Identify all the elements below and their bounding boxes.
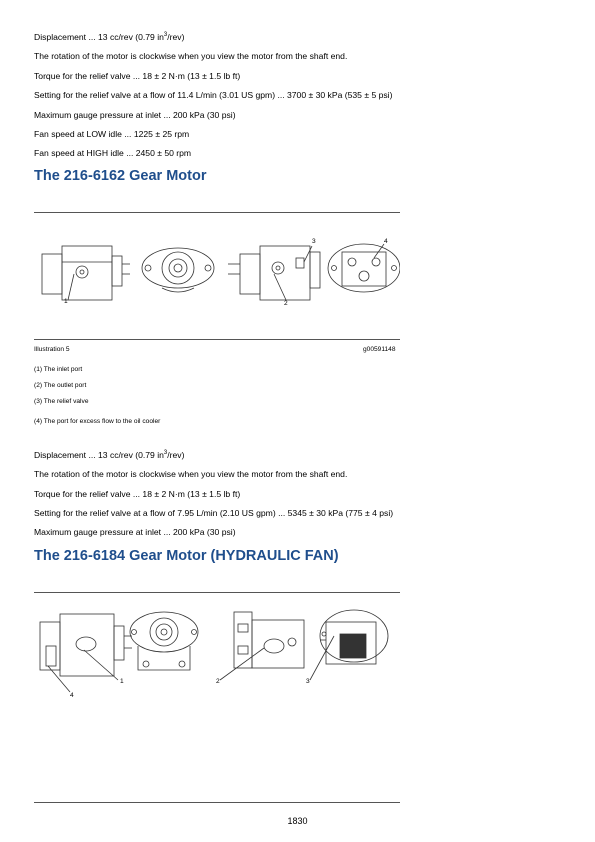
callout-1: 1: [120, 678, 124, 685]
spec-rotation: The rotation of the motor is clockwise when you view the motor from the shaft end.: [34, 51, 348, 61]
spec-displacement: [34, 448, 184, 461]
callout-4: 4: [384, 238, 388, 245]
displacement-text: Displacement ... 13 cc/rev (0.79 in: [34, 449, 164, 460]
hydraulic-fan-motor-drawing: [34, 606, 400, 706]
spec-torque: Torque for the relief valve ... 18 ± 2 N·m (13 ± 1.5 lb ft): [34, 71, 241, 81]
spec-torque: Torque for the relief valve ... 18 ± 2 N·m (13 ± 1.5 lb ft): [34, 489, 241, 499]
displacement-text: Displacement ... 13 cc/rev (0.79 in: [34, 31, 164, 42]
callout-1: 1: [64, 298, 68, 305]
illustration-5-figure: [34, 234, 400, 314]
spec-relief-setting: Setting for the relief valve at a flow of 11.4 L/min (3.01 US gpm) ... 3700 ± 30 kPa (535 ± 5 psi): [34, 90, 393, 100]
spec-displacement: [34, 30, 184, 43]
spec-fan-high: Fan speed at HIGH idle ... 2450 ± 50 rpm: [34, 148, 192, 158]
displacement-unit: /rev): [167, 449, 185, 460]
callout-2: 2: [216, 678, 220, 685]
gear-motor-drawing: [34, 234, 400, 314]
hydraulic-fan-motor-figure: [34, 606, 400, 706]
callout-2: 2: [284, 300, 288, 307]
legend-item: (1) The inlet port: [34, 366, 83, 373]
illustration-label: Illustration 5: [34, 346, 70, 353]
displacement-superscript: 3: [163, 450, 168, 456]
spec-rotation: The rotation of the motor is clockwise when you view the motor from the shaft end.: [34, 469, 348, 479]
spec-fan-low: Fan speed at LOW idle ... 1225 ± 25 rpm: [34, 129, 190, 139]
spec-max-pressure: Maximum gauge pressure at inlet ... 200 kPa (30 psi): [34, 110, 236, 120]
callout-3: 3: [312, 238, 316, 245]
page-number: 1830: [287, 816, 308, 826]
spec-max-pressure: Maximum gauge pressure at inlet ... 200 kPa (30 psi): [34, 527, 236, 537]
callout-4: 4: [70, 692, 74, 699]
callout-3: 3: [306, 678, 310, 685]
spec-relief-setting: Setting for the relief valve at a flow of 7.95 L/min (2.10 US gpm) ... 5345 ± 30 kPa (775 ± 4 psi): [34, 508, 394, 518]
divider: [34, 592, 400, 593]
section-heading-216-6162: The 216-6162 Gear Motor: [34, 168, 207, 184]
section-heading-216-6184: The 216-6184 Gear Motor (HYDRAULIC FAN): [34, 548, 339, 564]
displacement-superscript: 3: [163, 32, 168, 38]
displacement-unit: /rev): [167, 31, 185, 42]
divider: [34, 212, 400, 213]
legend-item: (2) The outlet port: [34, 382, 87, 389]
illustration-id: g00591148: [363, 346, 396, 353]
divider: [34, 339, 400, 340]
legend-item: (3) The relief valve: [34, 398, 89, 405]
footer-divider: [34, 802, 400, 803]
legend-item: (4) The port for excess flow to the oil cooler: [34, 418, 161, 425]
